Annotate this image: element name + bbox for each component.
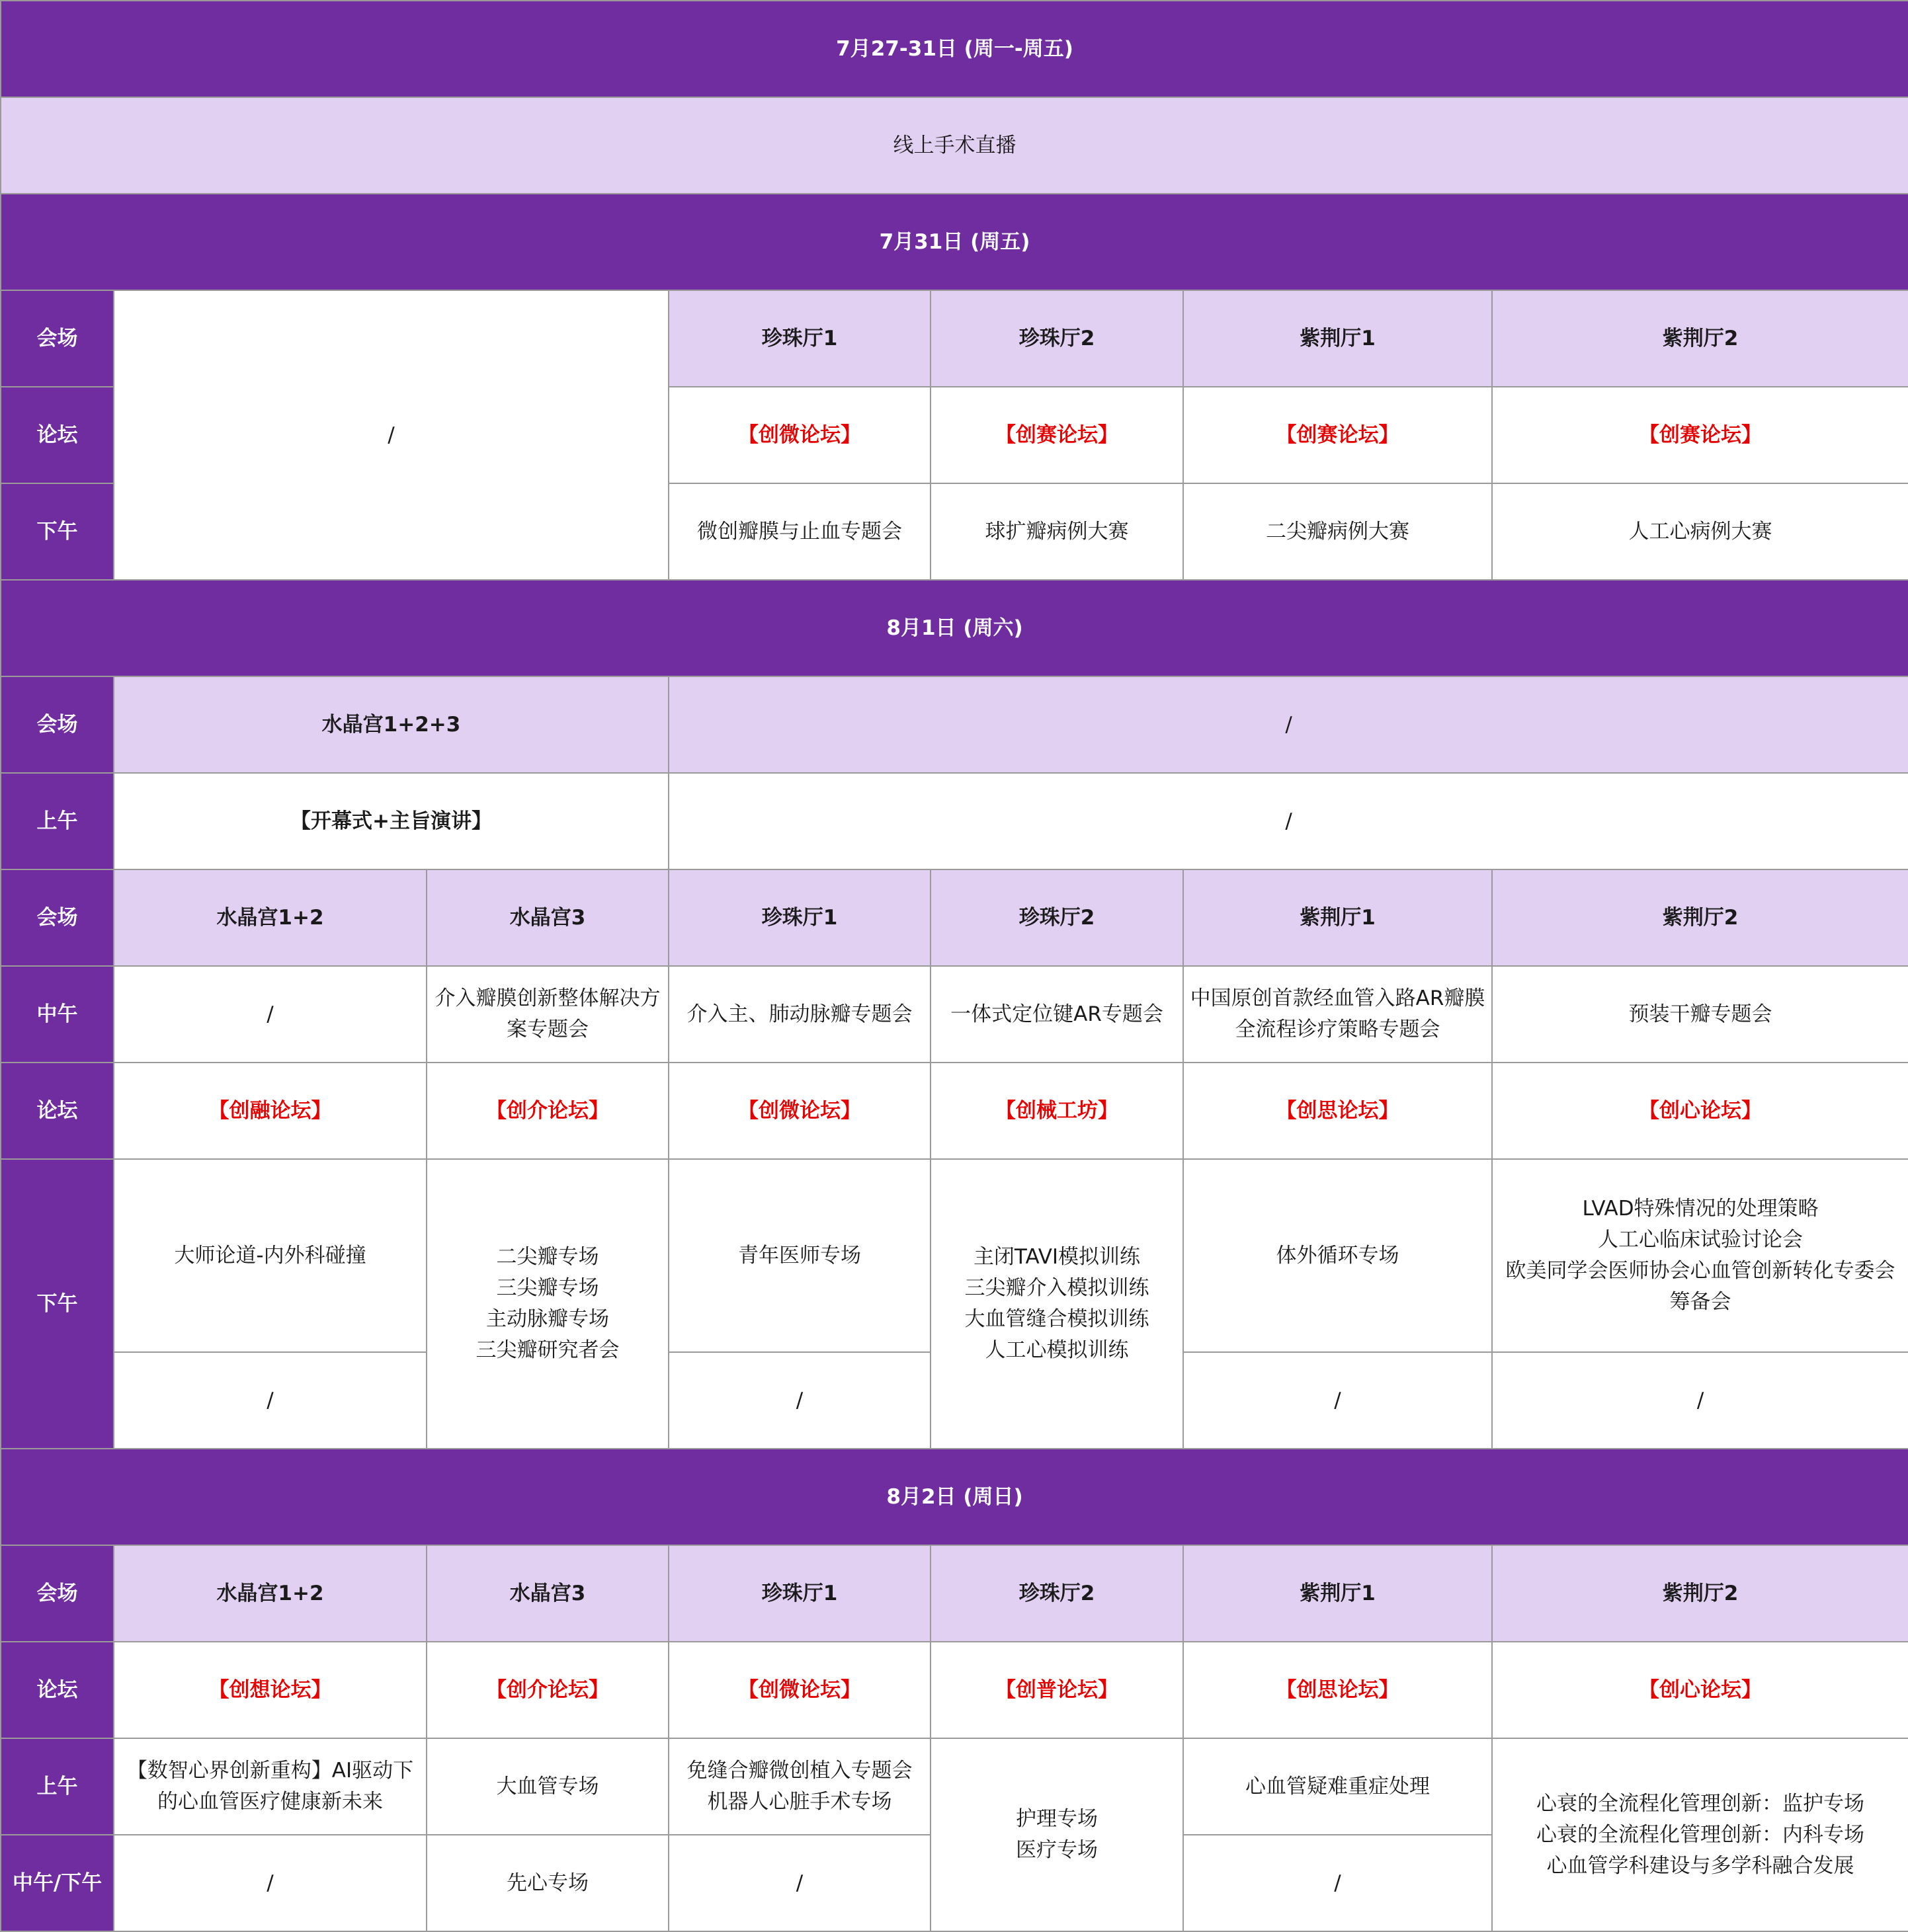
session-cell (931, 1738, 1183, 1931)
row-label-morning: 上午 (1, 773, 114, 869)
row-label-noon-afternoon: 中午/下午 (1, 1835, 114, 1931)
session-cell: 球扩瓣病例大赛 (931, 483, 1183, 580)
empty-cell: / (1183, 1352, 1492, 1449)
session-cell: 中国原创首款经血管入路AR瓣膜全流程诊疗策略专题会 (1183, 966, 1492, 1063)
session-line: 机器人心脏手术专场 (707, 1790, 892, 1814)
row-label-venue: 会场 (1, 1545, 114, 1642)
session-line: 三尖瓣研究者会 (476, 1338, 620, 1362)
session-cell (1492, 1159, 1908, 1352)
forum-name: 【创思论坛】 (1183, 1642, 1492, 1738)
hall-header: 水晶宫3 (427, 1545, 669, 1642)
session-cell: 二尖瓣病例大赛 (1183, 483, 1492, 580)
session-line: 大血管缝合模拟训练 (964, 1307, 1149, 1331)
forum-name: 【创微论坛】 (669, 1642, 931, 1738)
hall-header: 珍珠厅1 (669, 1545, 931, 1642)
forum-name: 【创心论坛】 (1492, 1642, 1908, 1738)
session-line: 护理专场 (1016, 1807, 1098, 1831)
session-line: 人工心临床试验讨论会 (1598, 1228, 1804, 1252)
date-banner-aug2: 8月2日 (周日) (1, 1449, 1908, 1545)
session-line: 筹备会 (1669, 1290, 1731, 1314)
session-cell (114, 1738, 427, 1835)
date-banner-aug1: 8月1日 (周六) (1, 580, 1908, 676)
forum-name: 【创赛论坛】 (1183, 387, 1492, 483)
session-cell: 人工心病例大赛 (1492, 483, 1908, 580)
session-cell: 介入主、肺动脉瓣专题会 (669, 966, 931, 1063)
session-cell: 一体式定位键AR专题会 (931, 966, 1183, 1063)
forum-name: 【创普论坛】 (931, 1642, 1183, 1738)
hall-header: 珍珠厅2 (931, 290, 1183, 387)
hall-header: 紫荆厅2 (1492, 1545, 1908, 1642)
opening-ceremony: 【开幕式+主旨演讲】 (114, 773, 669, 869)
session-line: 欧美同学会医师协会心血管创新转化专委会 (1505, 1259, 1895, 1283)
date-banner-jul31: 7月31日 (周五) (1, 194, 1908, 290)
forum-name: 【创微论坛】 (669, 387, 931, 483)
hall-header: 紫荆厅1 (1183, 1545, 1492, 1642)
forum-name: 【创心论坛】 (1492, 1063, 1908, 1159)
session-cell: 青年医师专场 (669, 1159, 931, 1352)
session-line: 心衰的全流程化管理创新：监护专场 (1536, 1791, 1865, 1816)
hall-header: 水晶宫3 (427, 869, 669, 966)
hall-header: 紫荆厅1 (1183, 290, 1492, 387)
empty-cell: / (669, 773, 1908, 869)
row-label-forum: 论坛 (1, 387, 114, 483)
session-cell: / (114, 966, 427, 1063)
session-line: 人工心模拟训练 (985, 1338, 1129, 1362)
forum-name: 【创介论坛】 (427, 1063, 669, 1159)
row-label-noon: 中午 (1, 966, 114, 1063)
row-label-morning: 上午 (1, 1738, 114, 1835)
session-cell (931, 1159, 1183, 1449)
session-cell: 大血管专场 (427, 1738, 669, 1835)
row-label-forum: 论坛 (1, 1063, 114, 1159)
hall-header: 水晶宫1+2+3 (114, 676, 669, 773)
row-label-afternoon: 下午 (1, 483, 114, 580)
session-line: 免缝合瓣微创植入专题会 (686, 1759, 913, 1783)
forum-name: 【创赛论坛】 (931, 387, 1183, 483)
row-label-venue: 会场 (1, 676, 114, 773)
session-line: 的心血管医疗健康新未来 (157, 1790, 383, 1814)
row-label-venue: 会场 (1, 290, 114, 387)
hall-header: 紫荆厅2 (1492, 290, 1908, 387)
session-cell: 心血管疑难重症处理 (1183, 1738, 1492, 1835)
forum-name: 【创微论坛】 (669, 1063, 931, 1159)
session-cell: 介入瓣膜创新整体解决方案专题会 (427, 966, 669, 1063)
session-line: 心血管学科建设与多学科融合发展 (1546, 1853, 1854, 1878)
session-cell (1492, 1738, 1908, 1931)
hall-header: 水晶宫1+2 (114, 869, 427, 966)
hall-header: 珍珠厅1 (669, 869, 931, 966)
live-surgery-row: 线上手术直播 (1, 97, 1908, 194)
session-cell: 先心专场 (427, 1835, 669, 1931)
row-label-venue: 会场 (1, 869, 114, 966)
empty-cell: / (1183, 1835, 1492, 1931)
empty-cell: / (669, 676, 1908, 773)
empty-cell: / (669, 1835, 931, 1931)
empty-cell: / (114, 1835, 427, 1931)
hall-header: 紫荆厅1 (1183, 869, 1492, 966)
session-line: 医疗专场 (1016, 1838, 1098, 1862)
forum-name: 【创融论坛】 (114, 1063, 427, 1159)
session-line: 【数智心界创新重构】AI驱动下 (126, 1759, 414, 1783)
hall-header: 珍珠厅2 (931, 869, 1183, 966)
session-line: 三尖瓣专场 (496, 1276, 599, 1300)
row-label-afternoon: 下午 (1, 1159, 114, 1449)
forum-name: 【创赛论坛】 (1492, 387, 1908, 483)
hall-header: 珍珠厅2 (931, 1545, 1183, 1642)
session-cell: 微创瓣膜与止血专题会 (669, 483, 931, 580)
forum-name: 【创介论坛】 (427, 1642, 669, 1738)
session-cell: 预装干瓣专题会 (1492, 966, 1908, 1063)
hall-header: 紫荆厅2 (1492, 869, 1908, 966)
forum-name: 【创想论坛】 (114, 1642, 427, 1738)
hall-header: 珍珠厅1 (669, 290, 931, 387)
session-cell (669, 1738, 931, 1835)
date-banner-jul27-31: 7月27-31日 (周一-周五) (1, 1, 1908, 97)
hall-header: 水晶宫1+2 (114, 1545, 427, 1642)
session-line: LVAD特殊情况的处理策略 (1582, 1197, 1819, 1221)
session-cell (427, 1159, 669, 1449)
empty-cell: / (114, 290, 669, 580)
session-cell: 大师论道-内外科碰撞 (114, 1159, 427, 1352)
row-label-forum: 论坛 (1, 1642, 114, 1738)
session-cell: 体外循环专场 (1183, 1159, 1492, 1352)
forum-name: 【创思论坛】 (1183, 1063, 1492, 1159)
empty-cell: / (114, 1352, 427, 1449)
session-line: 二尖瓣专场 (496, 1245, 599, 1269)
empty-cell: / (1492, 1352, 1908, 1449)
session-line: 三尖瓣介入模拟训练 (964, 1276, 1149, 1300)
session-line: 主动脉瓣专场 (486, 1307, 609, 1331)
forum-name: 【创械工坊】 (931, 1063, 1183, 1159)
session-line: 主闭TAVI模拟训练 (973, 1245, 1141, 1269)
empty-cell: / (669, 1352, 931, 1449)
session-line: 心衰的全流程化管理创新：内科专场 (1536, 1822, 1865, 1847)
